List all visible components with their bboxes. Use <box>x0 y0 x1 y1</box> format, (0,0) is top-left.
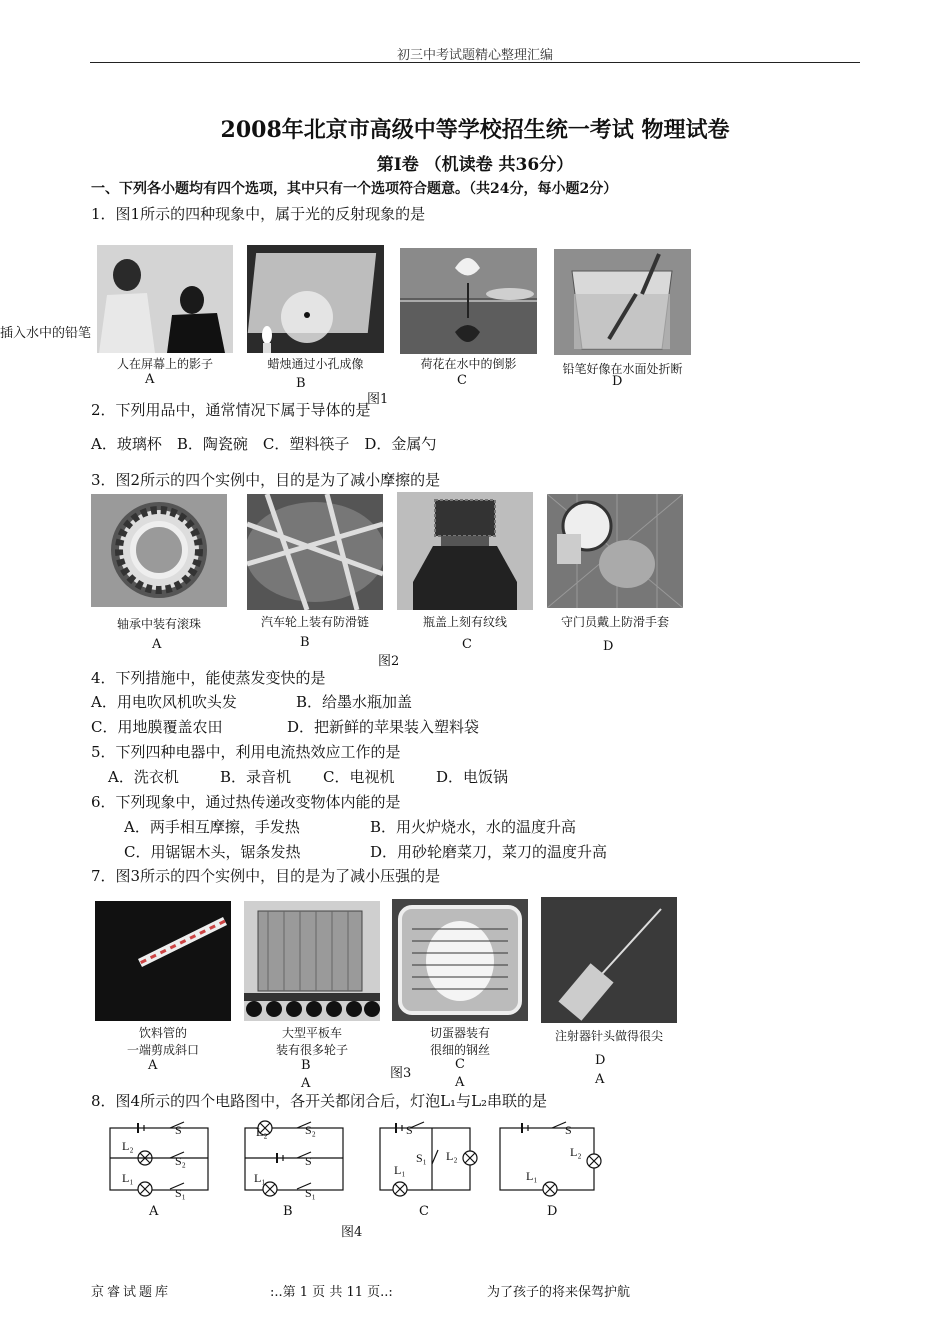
q2-options: A．玻璃杯 B．陶瓷碗 C．塑料筷子 D．金属勺 <box>91 435 437 453</box>
q4-stem: 4．下列措施中，能使蒸发变快的是 <box>91 669 326 687</box>
a-label-s: S <box>175 1123 182 1137</box>
footer-page: :..第 1 页 共 11 页..: <box>270 1285 393 1300</box>
q3-letter-b: B <box>300 635 310 650</box>
candle-pinhole-photo <box>247 245 384 353</box>
snow-chain-photo <box>247 494 383 610</box>
c-label-s1: S₁ <box>416 1151 427 1165</box>
q7-caption-b-line1: 大型平板车 <box>281 1026 342 1040</box>
figure-2-label: 图2 <box>378 654 400 669</box>
q1-stem: 1．图1所示的四种现象中，属于光的反射现象的是 <box>91 205 426 223</box>
q7-letter-b: B <box>301 1058 311 1073</box>
exam-title: 2008年北京市高级中等学校招生统一考试 物理试卷 <box>220 117 730 143</box>
bottle-cap-photo <box>397 492 533 610</box>
c-label-l1: L₁ <box>394 1163 406 1177</box>
q7-letter-b-extra: A <box>301 1076 311 1091</box>
q1-caption-c: 荷花在水中的倒影 <box>420 357 517 371</box>
figure-1-label: 图1 <box>367 392 389 407</box>
figure-4-label: 图4 <box>341 1225 363 1240</box>
q5-stem: 5．下列四种电器中，利用电流热效应工作的是 <box>91 743 401 761</box>
q4-option-b: B．给墨水瓶加盖 <box>296 693 413 711</box>
q8-letter-c: C <box>419 1204 429 1219</box>
a-label-l2: L₂ <box>122 1139 134 1153</box>
a-label-s2: S₂ <box>175 1154 186 1168</box>
straw-photo <box>95 901 231 1021</box>
q1-letter-d: D <box>612 374 623 389</box>
q1-caption-b: 蜡烛通过小孔成像 <box>267 357 364 371</box>
shadow-photo <box>97 245 233 353</box>
q8-letter-d: D <box>547 1204 558 1219</box>
circuit-c <box>380 1122 477 1196</box>
a-label-s1: S₁ <box>175 1186 186 1200</box>
c-label-s: S <box>406 1123 413 1137</box>
q3-caption-c: 瓶盖上刻有纹线 <box>422 615 507 629</box>
q6-option-c: C．用锯锯木头，锯条发热 <box>124 843 301 861</box>
q8-letter-b: B <box>283 1204 293 1219</box>
q7-caption-c-line1: 切蛋器装有 <box>429 1026 490 1040</box>
syringe-photo <box>541 897 677 1023</box>
q7-letter-d-extra: A <box>595 1072 605 1087</box>
header-rule <box>90 62 860 63</box>
a-label-l1: L₁ <box>122 1171 134 1185</box>
d-label-s: S <box>565 1123 572 1137</box>
q5-option-c: C．电视机 <box>323 768 395 786</box>
stray-text: 插入水中的铅笔 <box>0 326 92 341</box>
q6-option-b: B．用火炉烧水，水的温度升高 <box>370 818 577 836</box>
q1-letter-c: C <box>457 373 467 388</box>
q7-letter-d: D <box>595 1053 606 1068</box>
flatbed-truck-photo <box>244 901 380 1021</box>
b-label-s2: S₂ <box>305 1123 316 1137</box>
q7-caption-a-line1: 饮料管的 <box>138 1026 187 1040</box>
circuit-d <box>500 1122 601 1196</box>
q5-option-b: B．录音机 <box>220 768 292 786</box>
exam-subtitle: 第Ⅰ卷 （机读卷 共36分） <box>376 155 574 175</box>
q3-letter-d: D <box>603 639 614 654</box>
q2-stem: 2．下列用品中，通常情况下属于导体的是 <box>91 401 371 419</box>
q7-stem: 7．图3所示的四个实例中，目的是为了减小压强的是 <box>91 867 441 885</box>
q5-option-d: D．电饭锅 <box>436 768 509 786</box>
q6-stem: 6．下列现象中，通过热传递改变物体内能的是 <box>91 793 401 811</box>
b-label-s: S <box>305 1154 312 1168</box>
q8-letter-a: A <box>149 1204 159 1219</box>
q3-caption-d: 守门员戴上防滑手套 <box>560 615 669 629</box>
q4-option-d: D．把新鲜的苹果装入塑料袋 <box>287 718 480 736</box>
footer-left: 京睿试题库 <box>91 1285 172 1300</box>
bearing-photo <box>91 494 227 607</box>
q7-caption-c-line2: 很细的钢丝 <box>429 1043 490 1057</box>
d-label-l1: L₁ <box>526 1169 538 1183</box>
q3-letter-a: A <box>152 637 162 652</box>
q7-caption-d: 注射器针头做得很尖 <box>554 1029 663 1043</box>
b-label-l1: L₁ <box>254 1171 266 1185</box>
q1-letter-b: B <box>296 376 306 391</box>
q3-letter-c: C <box>462 637 472 652</box>
q3-stem: 3．图2所示的四个实例中，目的是为了减小摩擦的是 <box>91 471 441 489</box>
goalkeeper-photo <box>547 494 683 608</box>
q1-letter-a: A <box>145 372 155 387</box>
footer-right: 为了孩子的将来保驾护航 <box>487 1285 631 1300</box>
lotus-reflection-photo <box>400 248 537 354</box>
d-label-l2: L₂ <box>570 1145 582 1159</box>
q1-caption-a: 人在屏幕上的影子 <box>116 357 213 371</box>
circuit-diagrams <box>100 1112 700 1206</box>
q1-caption-d: 铅笔好像在水面处折断 <box>562 362 683 376</box>
q6-option-d: D．用砂轮磨菜刀，菜刀的温度升高 <box>370 843 608 861</box>
q7-caption-b-line2: 装有很多轮子 <box>275 1043 348 1057</box>
b-label-s1: S₁ <box>305 1186 316 1200</box>
q7-letter-c: C <box>455 1057 465 1072</box>
b-label-l2: L₂ <box>256 1125 268 1139</box>
q7-letter-a: A <box>148 1058 158 1073</box>
q4-option-c: C．用地膜覆盖农田 <box>91 718 223 736</box>
q7-letter-c-extra: A <box>455 1075 465 1090</box>
c-label-l2: L₂ <box>446 1149 458 1163</box>
q6-option-a: A．两手相互摩擦，手发热 <box>124 818 300 836</box>
egg-slicer-photo <box>392 899 528 1021</box>
q4-option-a: A．用电吹风机吹头发 <box>91 693 237 711</box>
q8-stem: 8．图4所示的四个电路图中，各开关都闭合后，灯泡L₁与L₂串联的是 <box>91 1092 548 1110</box>
q3-caption-a: 轴承中装有滚珠 <box>116 617 201 631</box>
q7-caption-a-line2: 一端剪成斜口 <box>126 1043 199 1057</box>
pencil-water-photo <box>554 249 691 355</box>
q3-caption-b: 汽车轮上装有防滑链 <box>260 615 369 629</box>
q5-option-a: A．洗衣机 <box>108 768 179 786</box>
page-header: 初三中考试题精心整理汇编 <box>396 48 553 63</box>
figure-3-label: 图3 <box>390 1066 412 1081</box>
section-heading: 一、下列各小题均有四个选项，其中只有一个选项符合题意。（共24分，每小题2分） <box>91 181 618 197</box>
